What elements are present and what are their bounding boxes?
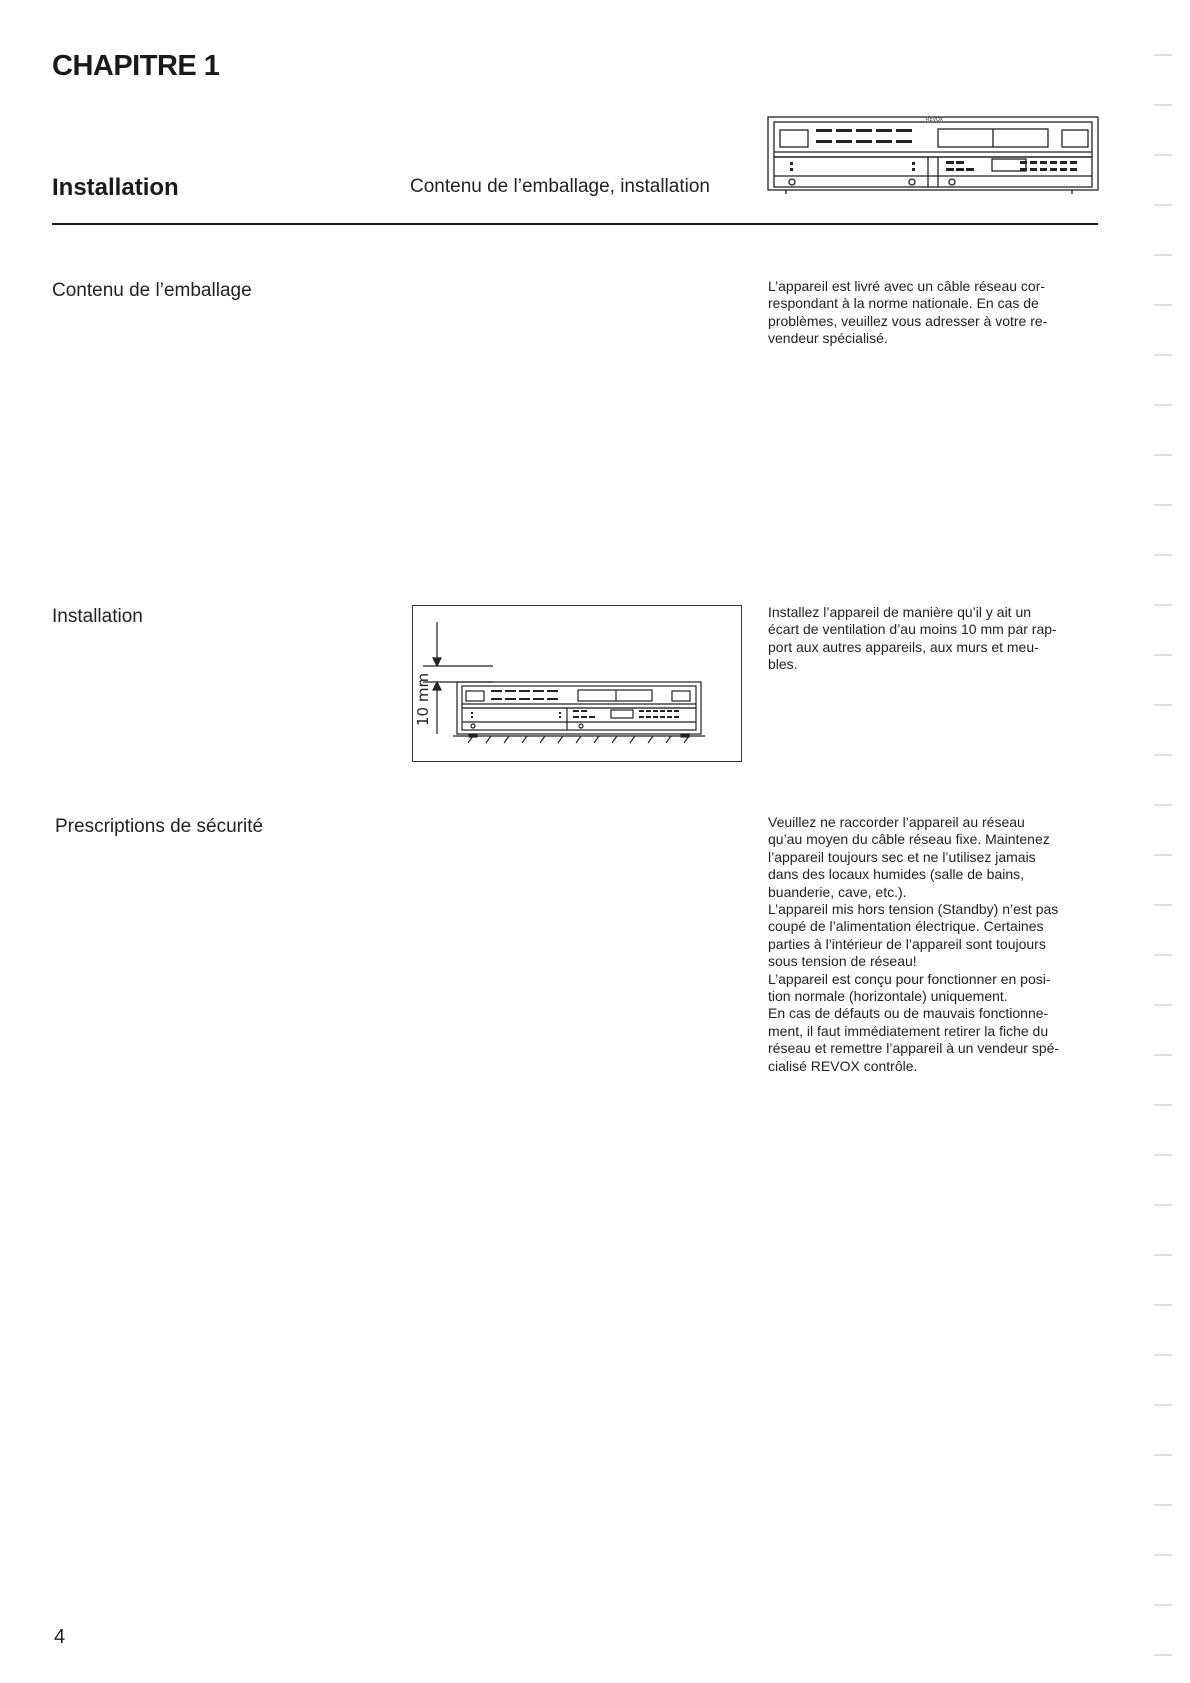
heading-installation: Installation bbox=[52, 606, 143, 627]
page-number: 4 bbox=[54, 1626, 66, 1648]
device-front-illustration bbox=[766, 112, 1100, 198]
device-brand-label: REVOX bbox=[926, 117, 944, 123]
clearance-label: 10 mm bbox=[414, 672, 432, 726]
chapter-title: CHAPITRE 1 bbox=[52, 50, 220, 82]
heading-safety: Prescriptions de sécurité bbox=[55, 816, 264, 837]
section-title: Installation bbox=[52, 174, 179, 201]
text-package-contents: L’appareil est livré avec un câble réseau cor- respondant à la norme nationale. En cas de problèmes, veuillez vous adresser à votre re- vendeur spécialisé. bbox=[768, 278, 1048, 347]
heading-package-contents: Contenu de l’emballage bbox=[52, 280, 252, 301]
installation-clearance-figure bbox=[413, 606, 741, 761]
text-installation: Installez l’appareil de manière qu’il y ait un écart de ventilation d’au moins 10 mm par rap- port aux autres appareils, aux murs et meu- bles. bbox=[768, 604, 1057, 673]
text-safety: Veuillez ne raccorder l’appareil au réseau qu’au moyen du câble réseau fixe. Maintenez l’appareil toujours sec et ne l’utilisez jamais dans des locaux humides (salle de bains, buanderie, cave, etc.). L’appareil mis hors tension (Standby) n’est pas coupé de l’alimentation électrique. Certaines parties à l’intérieur de l’appareil sont toujours sous tension de réseau! L’appareil est conçu pour fonctionner en posi- tion normale (horizontale) uniquement. En cas de défauts ou de mauvais fonctionne- ment, il faut immédiatement retirer la fiche du réseau et remettre l’appareil à un vendeur spé- cialisé REVOX contrôle. bbox=[768, 814, 1060, 1074]
section-subtitle: Contenu de l’emballage, installation bbox=[410, 176, 710, 197]
margin-tick-marks bbox=[1152, 50, 1174, 1670]
header-rule bbox=[52, 223, 1098, 225]
